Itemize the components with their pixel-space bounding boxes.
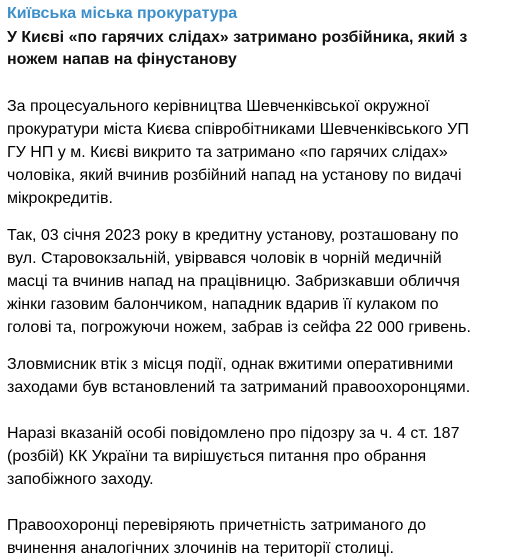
post-paragraph-2: Так, 03 січня 2023 року в кредитну установу, розташовану по вул. Старовокзальній, увірвався чоловік в чорній медичній масці та вчинив напад на працівницю. Забризкавши обличчя жінки газовим балончиком, нападник вдарив її кулаком по голові та, погрожуючи ножем, забрав із сейфа 22 000 гривень. bbox=[7, 227, 471, 336]
post-headline: У Києві «по гарячих слідах» затримано розбійника, який з ножем напав на фінустанову bbox=[7, 29, 468, 68]
post-paragraph-5: Правоохоронці перевіряють причетність затриманого до вчинення аналогічних злочинів на території столиці. bbox=[7, 517, 427, 557]
channel-name[interactable]: Київська міська прокуратура bbox=[7, 5, 238, 22]
post-paragraph-4: Наразі вказаній особі повідомлено про підозру за ч. 4 ст. 187 (розбій) КК України та вирішується питання про обрання запобіжного заходу. bbox=[7, 425, 460, 488]
post-paragraph-3: Зловмисник втік з місця події, однак вжитими оперативними заходами був встановлений та затриманий правоохоронцями. bbox=[7, 356, 471, 396]
post-paragraph-1: За процесуального керівництва Шевченківської окружної прокуратури міста Києва співробітниками Шевченківського УП ГУ НП у м. Києві викрито та затримано «по гарячих слідах» чоловіка, який вчинив розбійний напад на установу по видачі мікрокредитів. bbox=[7, 98, 469, 207]
